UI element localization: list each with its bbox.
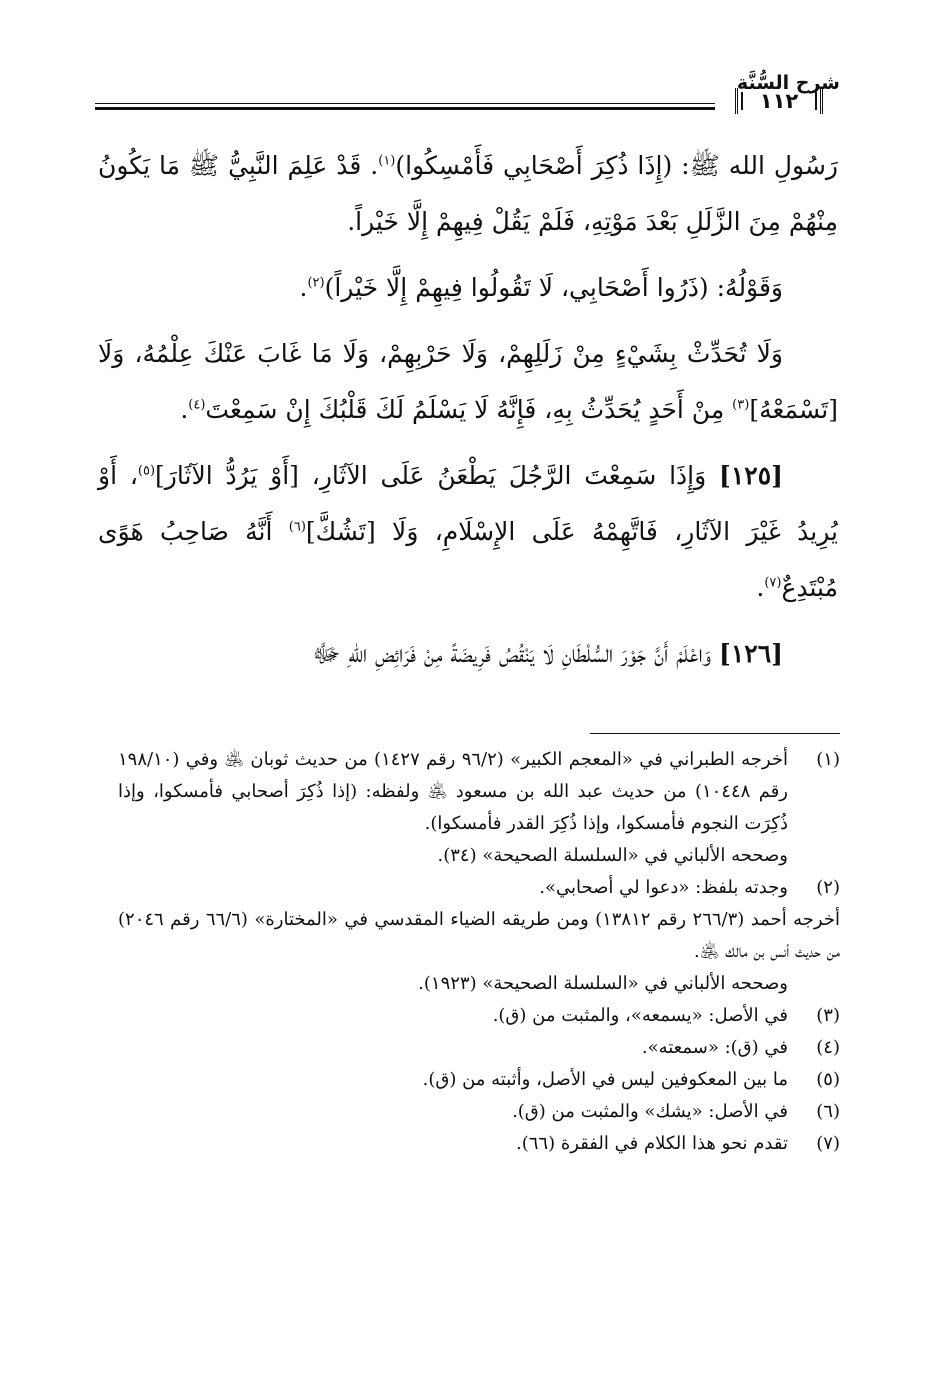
paragraph-1: رَسُولِ الله ﷺ: (إِذَا ذُكِرَ أَصْحَابِي فَأَمْسِكُوا)$^{(١)}$. قَدْ عَلِمَ النَّبِيُّ ﷺ مَا يَكُونُ مِنْهُمْ مِنَ الزَّلَلِ بَعْدَ مَوْتِهِ، فَلَمْ يَقُلْ فِيهِمْ إِلَّا خَيْراً.: [98, 151, 838, 236]
footnote-number: (٢): [816, 877, 840, 898]
paragraph-125: [١٢٥] وَإِذَا سَمِعْتَ الرَّجُلَ يَطْعَنُ عَلَى الآثَارِ، [أَوْ يَرُدُّ الآثَارَ]$^{(٥)}$، أَوْ يُرِيدُ غَيْرَ الآثَارِ، فَاتَّهِمْهُ عَلَى الإِسْلَامِ، وَلَا [تَشُكَّ]$^{(٦)}$ أَنَّهُ صَاحِبُ هَوًى مُبْتَدِعٌ$^{(٧)}$.: [98, 461, 838, 602]
footnote-text: في الأصل: «يشك» والمثبت من (ق).: [512, 1101, 788, 1122]
footnote-ref-3: (٣): [732, 397, 750, 413]
footnote-text: وجدته بلفظ: «دعوا لي أصحابي».: [539, 877, 788, 898]
main-text: [98, 138, 838, 692]
paragraph-126: [١٢٦] وَاعْلَمْ أَنَّ جَوْرَ السُّلْطَانِ لَا يَنْقُصُ فَرِيضَةً مِنْ فَرَائِضِ اللهِ ﷻ: [312, 639, 783, 668]
footnote-2-continuation: أخرجه أحمد (٢٦٦/٣ رقم ١٣٨١٢) ومن طريقه الضياء المقدسي في «المختارة» (٦٦/٦ رقم ٢٠٤٦) من حديث أنس بن مالك ﵁.: [118, 909, 840, 962]
footnote-number: (٤): [816, 1037, 840, 1058]
footnotes: [118, 744, 840, 1160]
page-number: ١١٢: [735, 88, 823, 114]
footnote-4: [118, 1032, 840, 1064]
footnote-6: [118, 1096, 840, 1128]
footnote-ref-4: (٤): [188, 397, 206, 413]
footnote-ref-1: (١): [378, 153, 396, 169]
header-rule-thick: [95, 107, 715, 110]
footnote-text: في (ق): «سمعته».: [641, 1037, 788, 1058]
footnote-3: [118, 1000, 840, 1032]
footnote-text: في الأصل: «يسمعه»، والمثبت من (ق).: [492, 1005, 788, 1026]
footnote-divider: [590, 733, 840, 734]
paragraph-number-126: [١٢٦]: [719, 639, 783, 668]
header-rule-thin: [95, 103, 715, 104]
paragraph-2: وَقَوْلُهُ: (ذَرُوا أَصْحَابِي، لَا تَقُولُوا فِيهِمْ إِلَّا خَيْراً)$^{(٢)}$.: [299, 273, 783, 302]
paragraph-number-125: [١٢٥]: [719, 461, 783, 490]
footnote-ref-7: (٧): [764, 575, 782, 591]
footnote-ref-2: (٢): [307, 275, 325, 291]
footnote-text: ما بين المعكوفين ليس في الأصل، وأثبته من (ق).: [422, 1069, 788, 1090]
footnote-number: (١): [816, 749, 840, 770]
footnote-2: [118, 872, 840, 904]
footnote-2-continuation-2: وصححه الألباني في «السلسلة الصحيحة» (١٩٢٣).: [418, 973, 788, 994]
footnote-number: (٥): [816, 1069, 840, 1090]
footnote-5: [118, 1064, 840, 1096]
footnote-text: تقدم نحو هذا الكلام في الفقرة (٦٦).: [516, 1133, 788, 1154]
running-title: شرح السُّنَّة: [736, 72, 840, 94]
footnote-7: [118, 1128, 840, 1160]
paragraph-3: وَلَا تُحَدِّثْ بِشَيْءٍ مِنْ زَلَلِهِمْ، وَلَا حَرْبِهِمْ، وَلَا مَا غَابَ عَنْكَ عِلْمُهُ، وَلَا [تَسْمَعْهُ]$^{(٣)}$ مِنْ أَحَدٍ يُحَدِّثُ بِهِ، فَإِنَّهُ لَا يَسْلَمُ لَكَ قَلْبُكَ إِنْ سَمِعْتَ$^{(٤)}$.: [98, 339, 838, 424]
footnote-ref-5: (٥): [137, 463, 156, 479]
footnote-number: (٦): [816, 1101, 840, 1122]
page-header: [95, 60, 840, 120]
footnote-text: أخرجه الطبراني في «المعجم الكبير» (٩٦/٢ رقم ١٤٢٧) من حديث ثوبان ﵁ وفي (١٩٨/١٠ رقم ١٠٤٤٨) من حديث عبد الله بن مسعود ﵁ ولفظه: (إذا ذُكِرَ أصحابي فأمسكوا، وإذا ذُكِرَت النجوم فأمسكوا، وإذا ذُكِرَ القدر فأمسكوا).: [118, 749, 788, 834]
footnote-1-continuation: وصححه الألباني في «السلسلة الصحيحة» (٣٤).: [437, 845, 788, 866]
footnote-1: [118, 744, 840, 840]
footnote-ref-6: (٦): [288, 519, 306, 535]
footnote-number: (٧): [816, 1133, 840, 1154]
footnote-number: (٣): [816, 1005, 840, 1026]
